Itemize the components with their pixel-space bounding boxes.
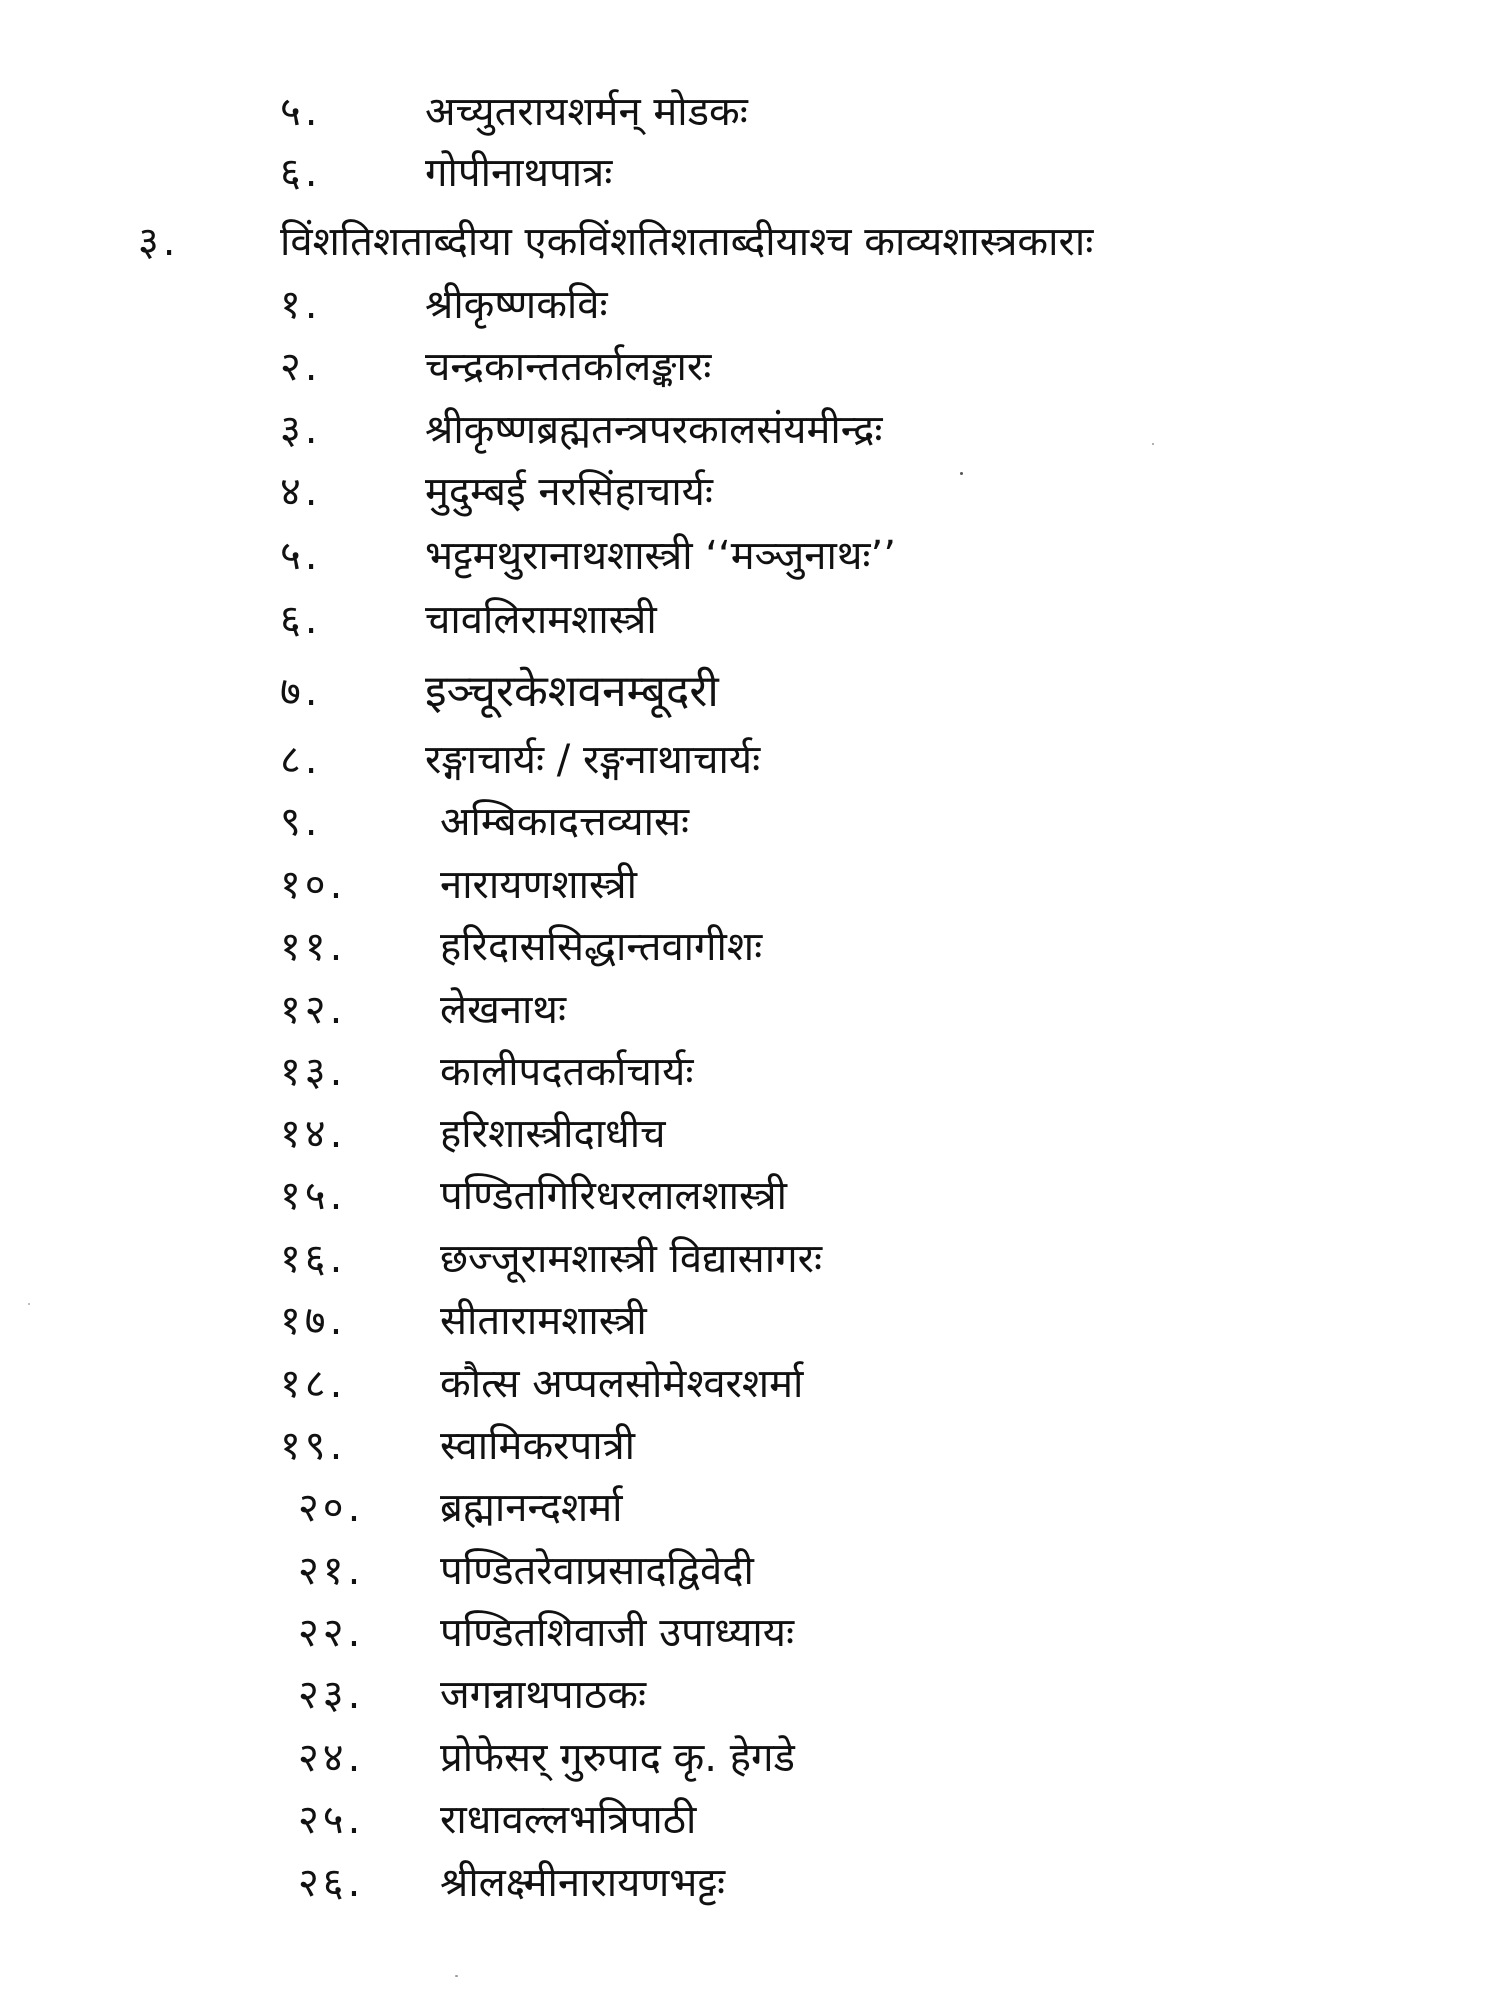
item-number: ९. — [280, 799, 322, 845]
item-text: पण्डितरेवाप्रसादद्विवेदी — [440, 1548, 754, 1594]
item-text: अच्युतरायशर्मन् मोडकः — [425, 89, 748, 135]
item-text: श्रीकृष्णब्रह्मतन्त्रपरकालसंयमीन्द्रः — [425, 407, 883, 453]
item-text: इञ्चूरकेशवनम्बूदरी — [425, 666, 719, 717]
section-title: विंशतिशताब्दीया एकविंशतिशताब्दीयाश्च काव्यशास्त्रकाराः — [280, 219, 1094, 265]
item-text: अम्बिकादत्तव्यासः — [440, 799, 690, 845]
item-text: भट्टमथुरानाथशास्त्री ‘‘मञ्जुनाथः’’ — [425, 533, 896, 579]
item-text: सीतारामशास्त्री — [440, 1298, 647, 1344]
item-number: २१. — [298, 1548, 365, 1594]
scan-speck — [1152, 443, 1154, 445]
item-number: ६. — [280, 150, 322, 196]
item-number: २०. — [298, 1485, 365, 1531]
item-text: ब्रह्मानन्दशर्मा — [440, 1485, 623, 1531]
item-number: ६. — [280, 597, 322, 643]
item-text: जगन्नाथपाठकः — [440, 1672, 647, 1718]
item-text: पण्डितगिरिधरलालशास्त्री — [440, 1173, 787, 1219]
item-text: गोपीनाथपात्रः — [425, 150, 613, 196]
item-text: राधावल्लभत्रिपाठी — [440, 1797, 697, 1843]
item-text: छज्जूरामशास्त्री विद्यासागरः — [440, 1236, 823, 1282]
item-number: २३. — [298, 1672, 365, 1718]
item-number: २. — [280, 344, 322, 390]
item-number: १२. — [280, 987, 347, 1033]
scan-speck — [28, 1303, 30, 1305]
item-number: ८. — [280, 737, 322, 783]
item-text: पण्डितशिवाजी उपाध्यायः — [440, 1610, 795, 1656]
item-text: चावलिरामशास्त्री — [425, 597, 657, 643]
item-text: लेखनाथः — [440, 987, 567, 1033]
scan-speck — [455, 1975, 458, 1977]
item-number: २४. — [298, 1735, 365, 1781]
item-text: प्रोफेसर् गुरुपाद कृ. हेगडे — [440, 1735, 795, 1781]
item-text: हरिदाससिद्धान्तवागीशः — [440, 924, 763, 970]
item-number: १६. — [280, 1236, 347, 1282]
item-number: ११. — [280, 924, 347, 970]
item-text: कालीपदतर्काचार्यः — [440, 1049, 694, 1095]
item-number: १७. — [280, 1298, 347, 1344]
section-number: ३. — [138, 219, 180, 265]
item-number: १८. — [280, 1361, 347, 1407]
item-number: १९. — [280, 1423, 347, 1469]
item-text: स्वामिकरपात्री — [440, 1423, 636, 1469]
item-number: १०. — [280, 862, 347, 908]
item-text: कौत्स अप्पलसोमेश्वरशर्मा — [440, 1361, 804, 1407]
item-number: ५. — [280, 533, 322, 579]
item-number: ३. — [280, 407, 322, 453]
item-number: २२. — [298, 1610, 365, 1656]
item-number: १५. — [280, 1173, 347, 1219]
item-number: १४. — [280, 1111, 347, 1157]
item-text: मुदुम्बई नरसिंहाचार्यः — [425, 469, 713, 515]
item-text: चन्द्रकान्ततर्कालङ्कारः — [425, 344, 712, 390]
item-number: १. — [280, 282, 322, 328]
item-text: हरिशास्त्रीदाधीच — [440, 1111, 666, 1157]
item-number: ४. — [280, 469, 322, 515]
item-number: ७. — [280, 669, 322, 715]
item-number: २६. — [298, 1860, 365, 1906]
item-number: १३. — [280, 1049, 347, 1095]
item-number: २५. — [298, 1797, 365, 1843]
scan-speck — [960, 472, 963, 475]
item-text: रङ्गाचार्यः / रङ्गनाथाचार्यः — [425, 737, 761, 783]
item-text: श्रीलक्ष्मीनारायणभट्टः — [440, 1860, 726, 1906]
item-text: श्रीकृष्णकविः — [425, 282, 608, 328]
item-text: नारायणशास्त्री — [440, 862, 637, 908]
item-number: ५. — [280, 89, 322, 135]
